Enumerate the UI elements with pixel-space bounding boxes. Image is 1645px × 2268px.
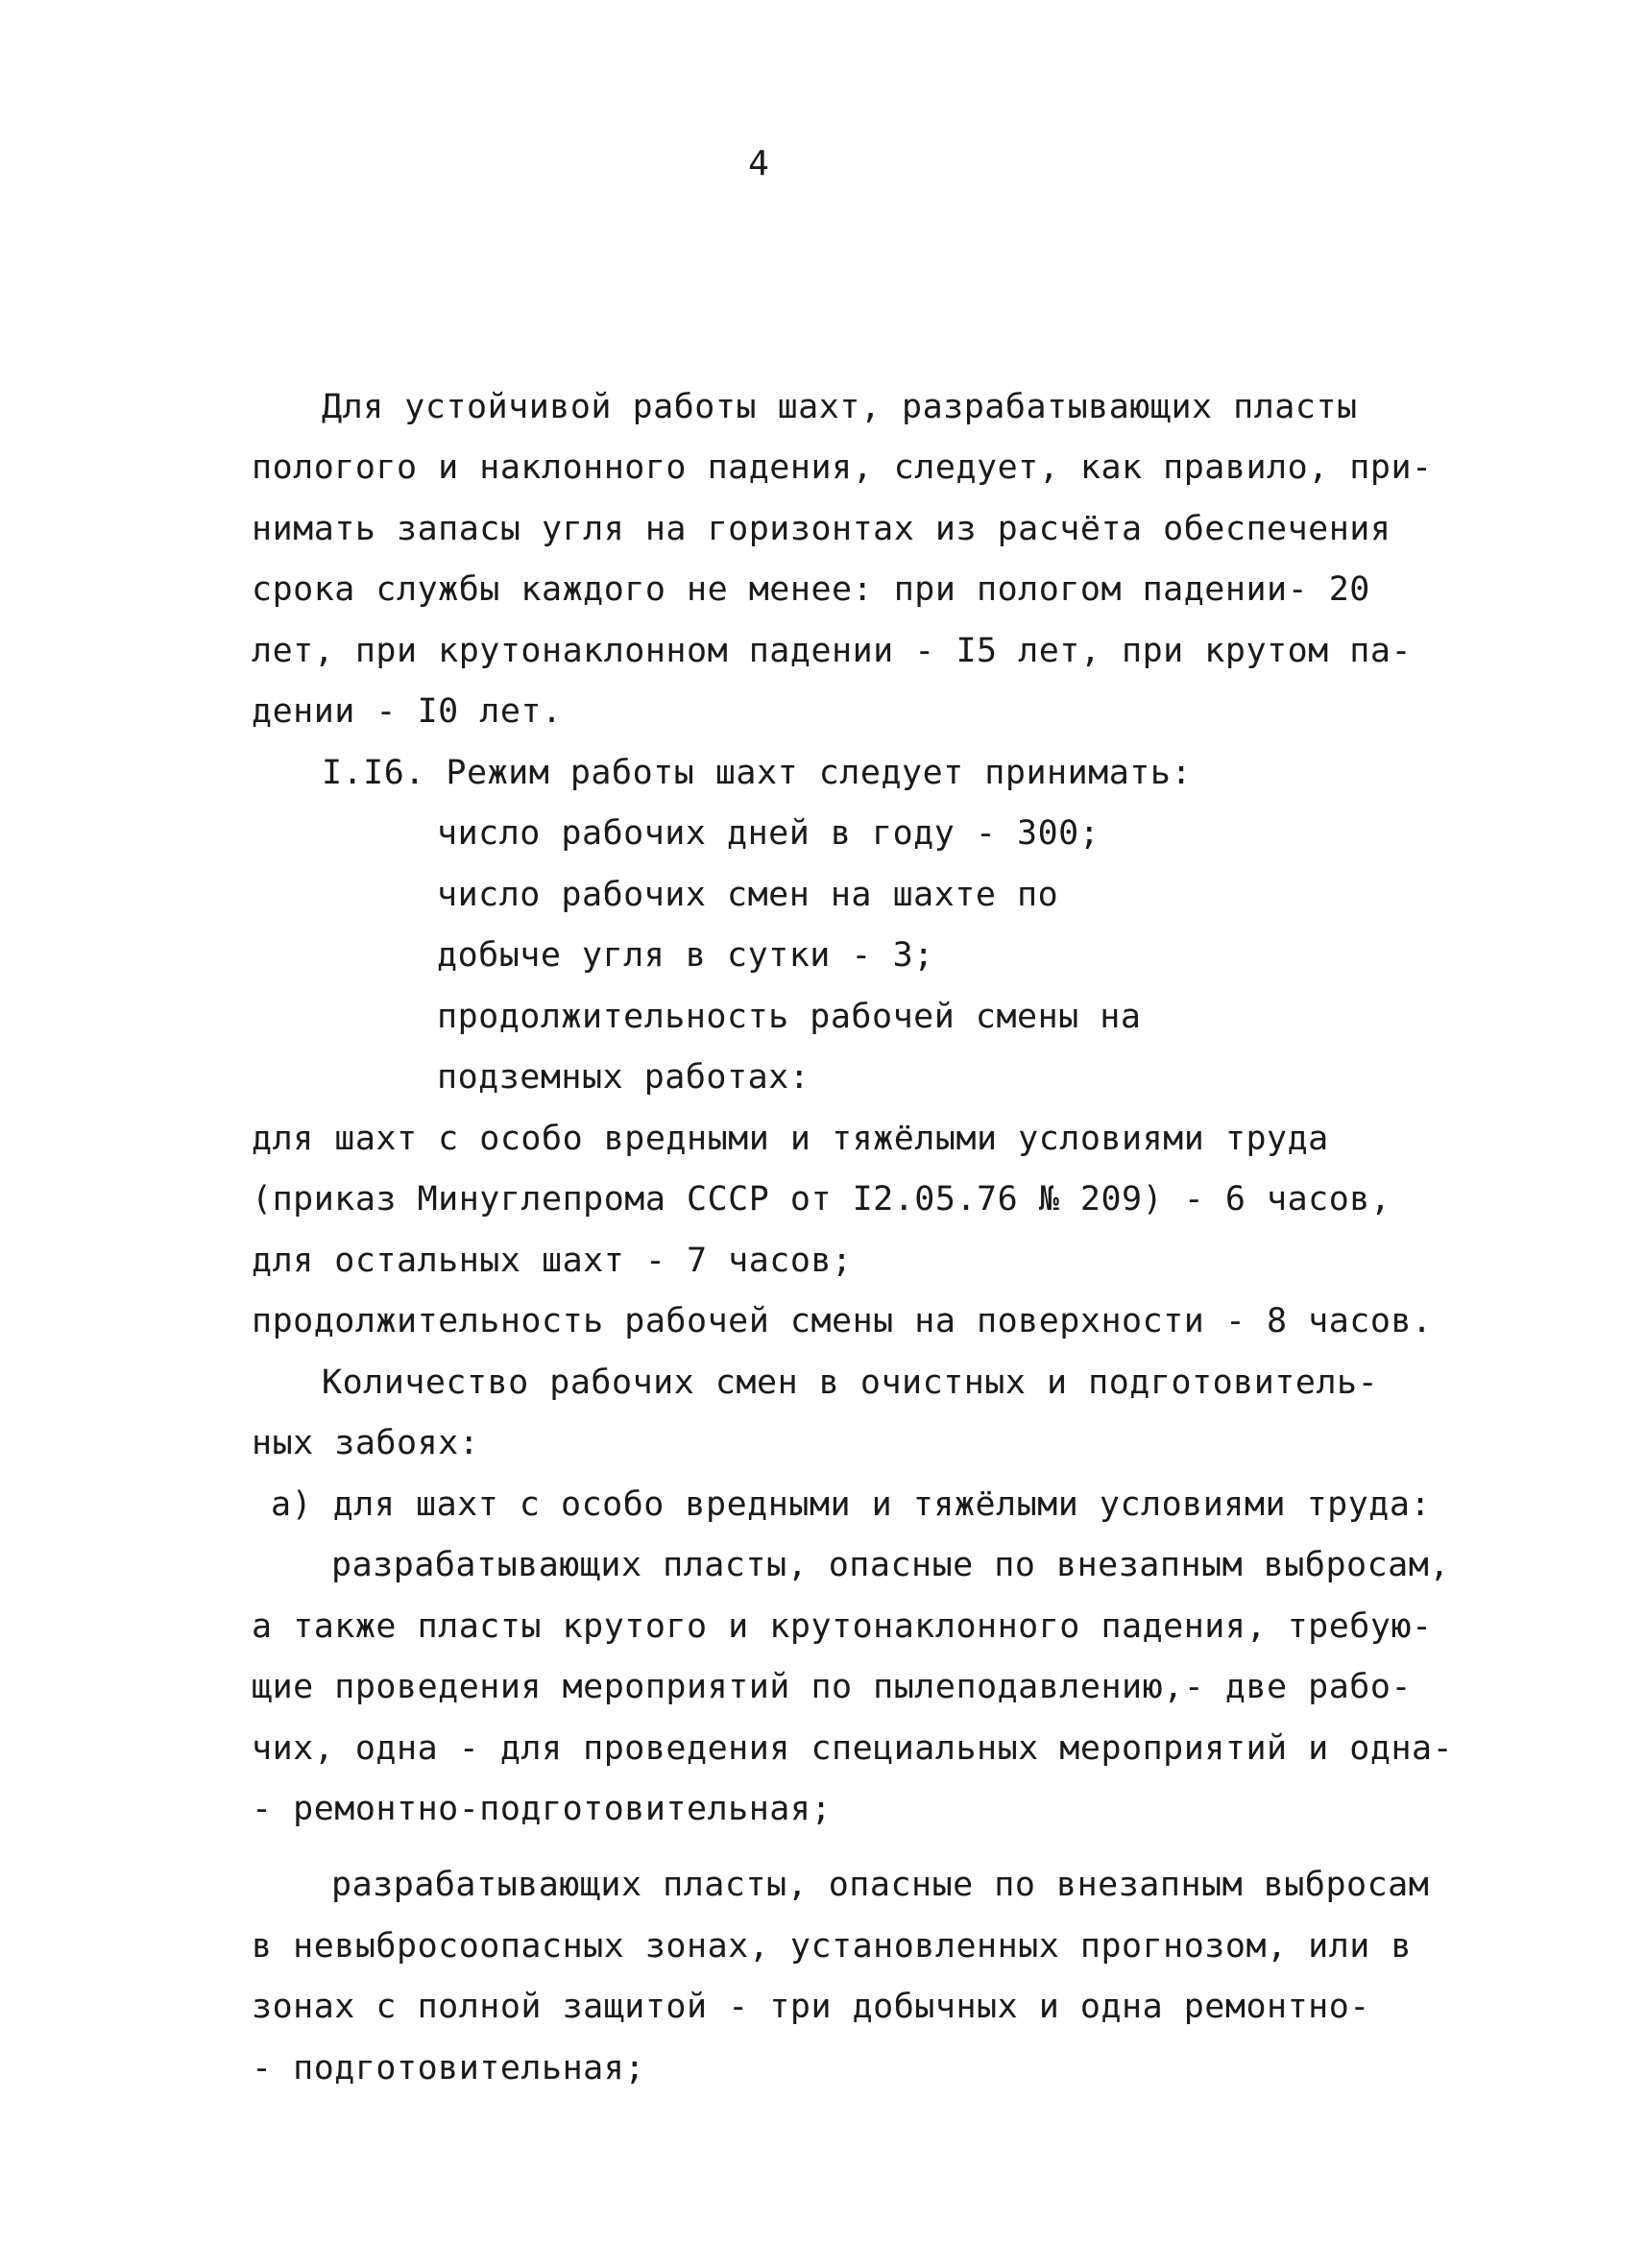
paragraph-line: а также пласты крутого и крутонаклонного падения, требую- — [252, 1607, 1433, 1646]
list-item: добыче угля в сутки - 3; — [437, 936, 934, 975]
paragraph-line: Количество рабочих смен в очистных и подготовитель- — [322, 1363, 1379, 1402]
paragraph-line: для остальных шахт - 7 часов; — [252, 1242, 853, 1280]
paragraph-line: - ремонтно-подготовительная; — [252, 1790, 833, 1828]
list-item: подземных работах: — [437, 1058, 810, 1097]
paragraph-line: - подготовительная; — [252, 2049, 645, 2087]
paragraph-line: щие проведения мероприятий по пылеподавлению,- две рабо- — [252, 1668, 1413, 1706]
paragraph-line: ных забоях: — [252, 1424, 480, 1462]
page-number: 4 — [748, 144, 769, 183]
paragraph-line: чих, одна - для проведения специальных мероприятий и одна- — [252, 1729, 1454, 1768]
paragraph-line: срока службы каждого не менее: при пологом падении- 20 — [252, 570, 1370, 609]
paragraph-line: дении - I0 лет. — [252, 692, 563, 731]
paragraph-line: пологого и наклонного падения, следует, как правило, при- — [252, 448, 1433, 487]
section-heading: I.I6. Режим работы шахт следует принимать: — [322, 754, 1193, 792]
paragraph-line: лет, при крутонаклонном падении - I5 лет, при крутом па- — [252, 632, 1413, 670]
list-item: число рабочих дней в году - 300; — [437, 814, 1101, 853]
paragraph-line: разрабатывающих пласты, опасные по внезапным выбросам, — [331, 1546, 1450, 1584]
list-item: а) для шахт с особо вредными и тяжёлыми условиями труда: — [271, 1485, 1432, 1524]
list-item: продолжительность рабочей смены на — [437, 998, 1142, 1036]
paragraph-line: для шахт с особо вредными и тяжёлыми условиями труда — [252, 1120, 1329, 1158]
paragraph-line: продолжительность рабочей смены на поверхности - 8 часов. — [252, 1302, 1433, 1340]
paragraph-line: Для устойчивой работы шахт, разрабатывающих пласты — [322, 388, 1358, 426]
paragraph-line: в невыбросоопасных зонах, установленных прогнозом, или в — [252, 1927, 1413, 1966]
paragraph-line: разрабатывающих пласты, опасные по внезапным выбросам — [331, 1866, 1430, 1904]
paragraph-line: (приказ Минуглепрома СССР от I2.05.76 № 209) - 6 часов, — [252, 1180, 1391, 1218]
list-item: число рабочих смен на шахте по — [437, 876, 1059, 914]
paragraph-line: нимать запасы угля на горизонтах из расчёта обеспечения — [252, 510, 1391, 548]
paragraph-line: зонах с полной защитой - три добычных и одна ремонтно- — [252, 1988, 1370, 2026]
